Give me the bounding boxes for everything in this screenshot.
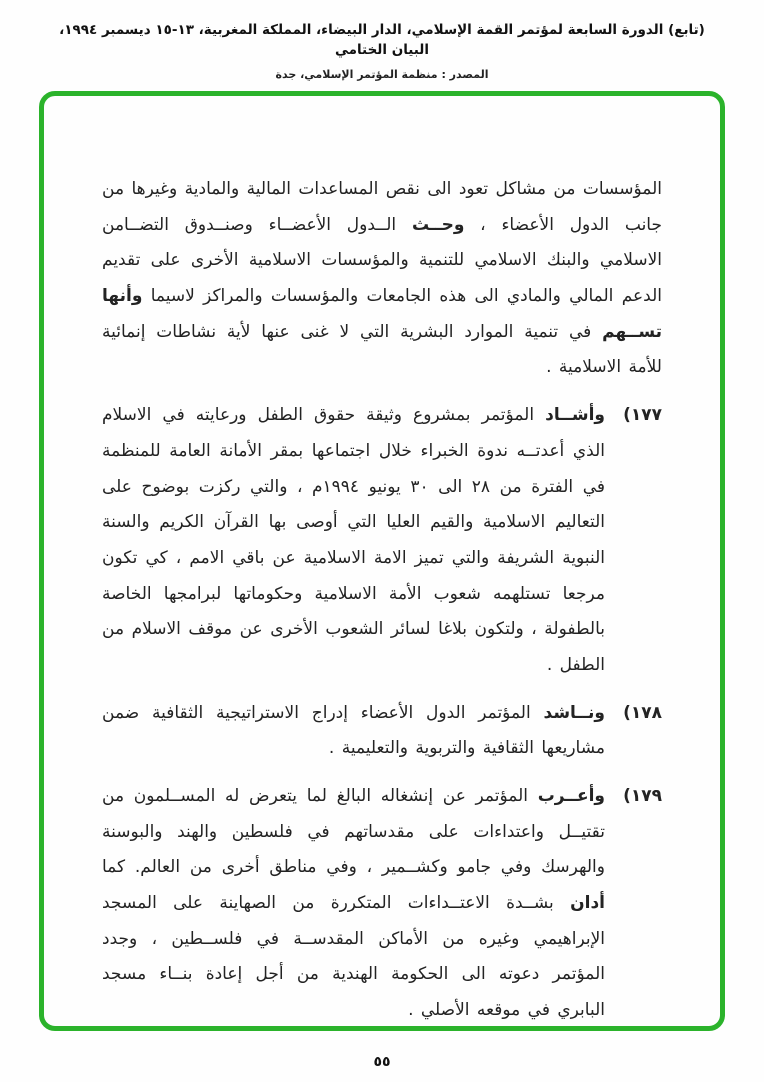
intro-text-1: المؤسسات من مشاكل تعود الى نقص المساعدات المالية والمادية وغيرها من جانب الدول الأعضاء ، [102, 179, 662, 235]
paragraph-text [102, 398, 605, 684]
paragraph-body-text: المؤتمر بمشروع وثيقة حقوق الطفل ورعايته في الاسلام الذي أعدتــه ندوة الخبراء خلال اجتماعها بمقر الأمانة العامة للمنظمة في الفترة من ٢٨ الى ٣٠ يونيو ١٩٩٤م ، والتي ركزت بوضوح على التعاليم الاسلامية والقيم العليا التي أوصى بها القرآن الكريم والسنة النبوية الشريفة والتي تميز الامة الاسلامية عن باقي الامم ، كي تكون مرجعا تستلهمه شعوب الأمة الاسلامية وحكوماتها لبرامجها الخاصة بالطفولة ، ولتكون بلاغا لسائر الشعوب الأخرى عن موقف الاسلام من الطفل . [102, 405, 605, 675]
document-body [102, 172, 662, 1041]
numbered-paragraph-179 [102, 779, 662, 1029]
intro-bold-2: وأنها تســهم [102, 286, 662, 342]
paragraph-number: ١٧٩) [623, 786, 662, 806]
numbered-paragraph-178 [102, 696, 662, 767]
paragraph-number: ١٧٨) [623, 702, 662, 723]
paragraph-lead-word: وأشــاد [545, 405, 605, 426]
paragraph-lead-word: ونــاشد [543, 702, 605, 723]
document-source: المصدر : منظمة المؤتمر الإسلامي، جدة [275, 67, 489, 81]
document-title: (تابع) الدورة السابعة لمؤتمر القمة الإسلامي، الدار البيضاء، المملكة المغربية، ١٣-١٥ ديسمبر ١٩٩٤، البيان الختامي [59, 22, 705, 59]
paragraph-text [102, 696, 605, 767]
numbered-paragraph-177 [102, 398, 662, 684]
intro-text-3: في تنمية الموارد البشرية التي لا غنى عنها لأية نشاطات إنمائية للأمة الاسلامية . [102, 321, 662, 378]
intro-paragraph [102, 172, 662, 386]
paragraph-number: ١٧٧) [623, 405, 662, 426]
paragraph-text [102, 779, 605, 1029]
page-number: ٥٥ [373, 1054, 391, 1070]
paragraph-lead-word: وأعــرب [537, 786, 605, 806]
paragraph-body-text-2: بشــدة الاعتــداءات المتكررة من الصهاينة على المسجد الإبراهيمي وغيره من الأماكن المقدســة في فلســطين ، وجدد المؤتمر دعوته الى الحكومة الهندية من أجل إعادة بنــاء مسجد البابري في موقعه الأصلي . [102, 893, 605, 1021]
paragraph-body-text: المؤتمر عن إنشغاله البالغ لما يتعرض له المســلمون من تقتيــل واعتداءات على مقدساتهم في فلسطين والهند والبوسنة والهرسك وفي جامو وكشــمير ، وفي مناطق أخرى من العالم. كما [102, 786, 605, 878]
page-header [0, 20, 764, 81]
paragraph-bold-word: أدان [570, 893, 605, 914]
intro-text-2: الــدول الأعضــاء وصنــدوق التضــامن الاسلامي والبنك الاسلامي للتنمية والمؤسسات الاسلامية الأخرى على تقديم الدعم المالي والمادي الى هذه الجامعات والمؤسسات والمراكز لاسيما [102, 214, 662, 307]
intro-bold-1: وحــث [411, 214, 465, 235]
paragraph-body-text: المؤتمر الدول الأعضاء إدراج الاستراتيجية الثقافية ضمن مشاريعها الثقافية والتربوية والتعليمية . [102, 702, 605, 759]
